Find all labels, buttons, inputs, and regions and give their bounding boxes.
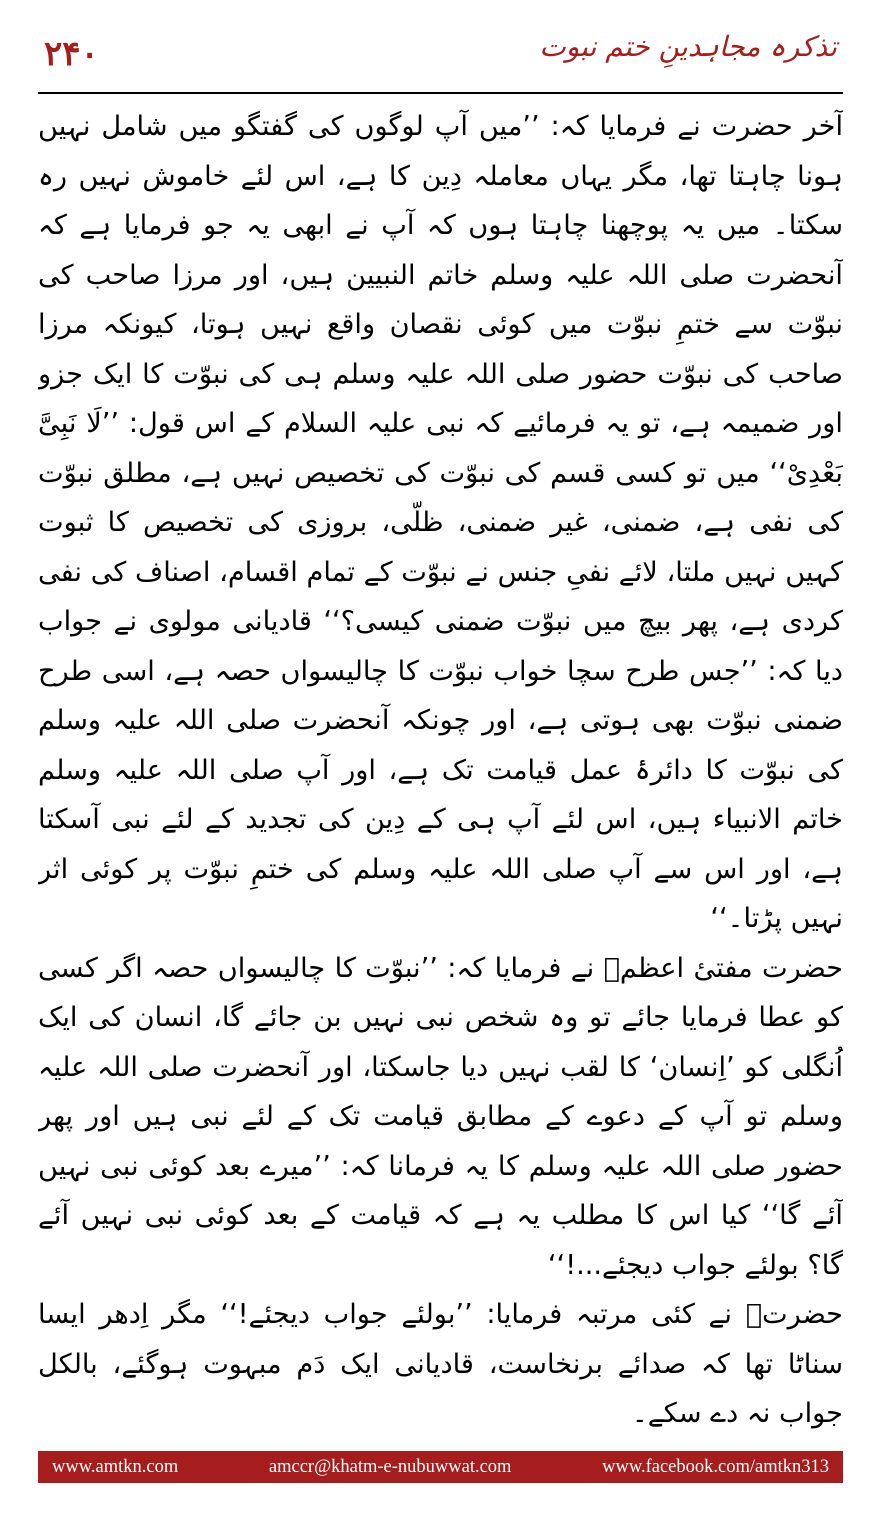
page-number: ۲۴۰ xyxy=(44,34,99,74)
paragraph-1: آخر حضرت نے فرمایا کہ: ’’میں آپ لوگوں کی گفتگو میں شامل نہیں ہونا چاہتا تھا، مگر یہاں معاملہ دِین کا ہے، اس لئے خاموش نہیں رہ سکتا۔ میں یہ پوچھنا چاہتا ہوں کہ آپ نے ابھی یہ جو فرمایا ہے کہ آنحضرت صلی اللہ علیہ وسلم خاتم النبیین ہیں، اور مرزا صاحب کی نبوّت سے ختمِ نبوّت میں کوئی نقصان واقع نہیں ہوتا، کیونکہ مرزا صاحب کی نبوّت حضور صلی اللہ علیہ وسلم ہی کی نبوّت کا ایک جزو اور ضمیمہ ہے، تو یہ فرمائیے کہ نبی علیہ السلام کے اس قول: ’’لَا نَبِیَّ بَعْدِیْ‘‘ میں تو کسی قسم کی نبوّت کی تخصیص نہیں ہے، مطلق نبوّت کی نفی ہے، ضمنی، غیر ضمنی، ظلّی، بروزی کی تخصیص کا ثبوت کہیں نہیں ملتا، لائے نفیِ جنس نے نبوّت کے تمام اقسام، اصناف کی نفی کردی ہے، پھر بیچ میں نبوّت ضمنی کیسی؟‘‘ قادیانی مولوی نے جواب دیا کہ: ’’جس طرح سچا خواب نبوّت کا چالیسواں حصہ ہے، اسی طرح ضمنی نبوّت بھی ہوتی ہے، اور چونکہ آنحضرت صلی اللہ علیہ وسلم کی نبوّت کا دائرۂ عمل قیامت تک ہے، اور آپ صلی اللہ علیہ وسلم خاتم الانبیاء ہیں، اس لئے آپ ہی کے دِین کی تجدید کے لئے نبی آسکتا ہے، اور اس سے آپ صلی اللہ علیہ وسلم کی ختمِ نبوّت پر کوئی اثر نہیں پڑتا۔‘‘ xyxy=(38,111,843,934)
footer-facebook-link[interactable]: www.facebook.com/amtkn313 xyxy=(602,1456,829,1477)
page-body xyxy=(38,102,843,1431)
footer-website-link[interactable]: www.amtkn.com xyxy=(52,1456,179,1477)
paragraph-2: حضرت مفتیٔ اعظمؒ نے فرمایا کہ: ’’نبوّت کا چالیسواں حصہ اگر کسی کو عطا فرمایا جائے تو وہ شخص نبی نہیں بن جائے گا، انسان کی ایک اُنگلی کو ’اِنسان‘ کا لقب نہیں دیا جاسکتا، اور آنحضرت صلی اللہ علیہ وسلم تو آپ کے دعوے کے مطابق قیامت تک کے لئے نبی ہیں اور پھر حضور صلی اللہ علیہ وسلم کا یہ فرمانا کہ: ’’میرے بعد کوئی نبی نہیں آئے گا‘‘ کیا اس کا مطلب یہ ہے کہ قیامت کے بعد کوئی نبی نہیں آئے گا؟ بولئے جواب دیجئے...!‘‘ xyxy=(38,952,843,1281)
page-header xyxy=(38,20,843,92)
footer-email-link[interactable]: amccr@khatm-e-nubuwwat.com xyxy=(268,1456,512,1477)
footer-bar xyxy=(38,1451,843,1483)
header-divider xyxy=(38,92,843,94)
paragraph-3: حضرتؒ نے کئی مرتبہ فرمایا: ’’بولئے جواب دیجئے!‘‘ مگر اِدھر ایسا سناٹا تھا کہ صدائے برنخاست، قادیانی ایک دَم مبہوت ہوگئے، بالکل جواب نہ دے سکے۔ xyxy=(38,1299,843,1429)
book-title: تذکرہ مجاہدینِ ختم نبوت xyxy=(539,30,837,63)
